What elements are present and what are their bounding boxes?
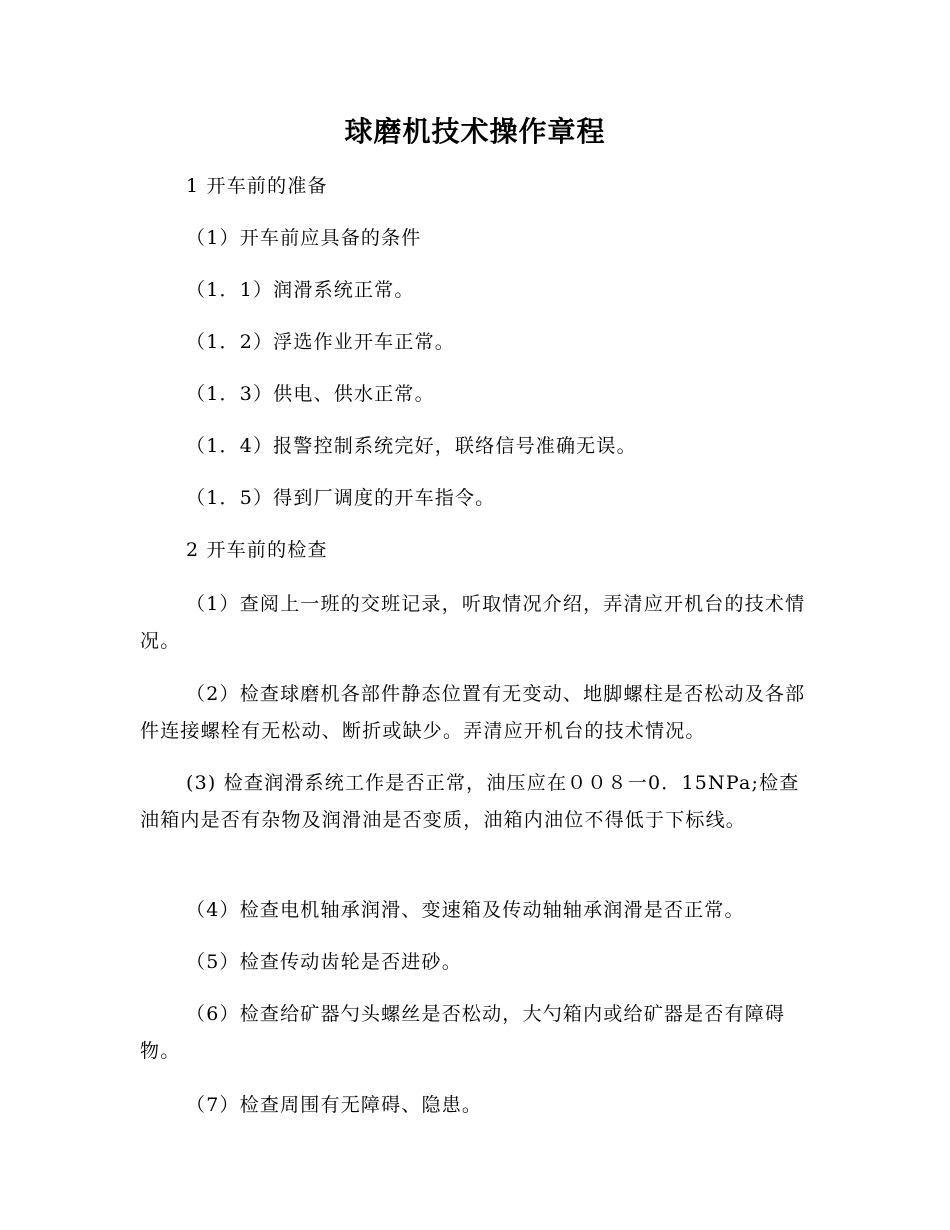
document-title: 球磨机技术操作章程 (344, 115, 606, 148)
condition-item-4: （1．4）报警控制系统完好，联络信号准确无误。 (186, 435, 637, 457)
check-item-4: （4）检查电机轴承润滑、变速箱及传动轴轴承润滑是否正常。 (186, 899, 745, 921)
condition-item-5: （1．5）得到厂调度的开车指令。 (186, 487, 496, 509)
condition-item-3: （1．3）供电、供水正常。 (186, 383, 435, 405)
condition-item-2: （1．2）浮选作业开车正常。 (186, 331, 455, 353)
check-item-7: （7）检查周围有无障碍、隐患。 (186, 1094, 483, 1116)
section-heading-2: 2 开车前的检查 (186, 539, 328, 561)
check-item-6: （6）检查给矿器勺头螺丝是否松动，大勺箱内或给矿器是否有障碍物。 (140, 1003, 786, 1062)
check-item-3: (3) 检查润滑系统工作是否正常，油压应在００８一0．15NPa;检查油箱内是否有杂物及润滑油是否变质，油箱内油位不得低于下标线。 (140, 772, 800, 831)
check-item-2: （2）检查球磨机各部件静态位置有无变动、地脚螺柱是否松动及各部件连接螺栓有无松动、断折或缺少。弄清应开机台的技术情况。 (140, 683, 806, 742)
check-item-1: （1）查阅上一班的交班记录，听取情况介绍，弄清应开机台的技术情况。 (140, 593, 806, 652)
condition-item-1: （1．1）润滑系统正常。 (186, 279, 415, 301)
section-heading-1: 1 开车前的准备 (186, 175, 328, 197)
subsection-heading-1: （1）开车前应具备的条件 (186, 227, 422, 249)
check-item-5: （5）检查传动齿轮是否进砂。 (186, 951, 462, 973)
